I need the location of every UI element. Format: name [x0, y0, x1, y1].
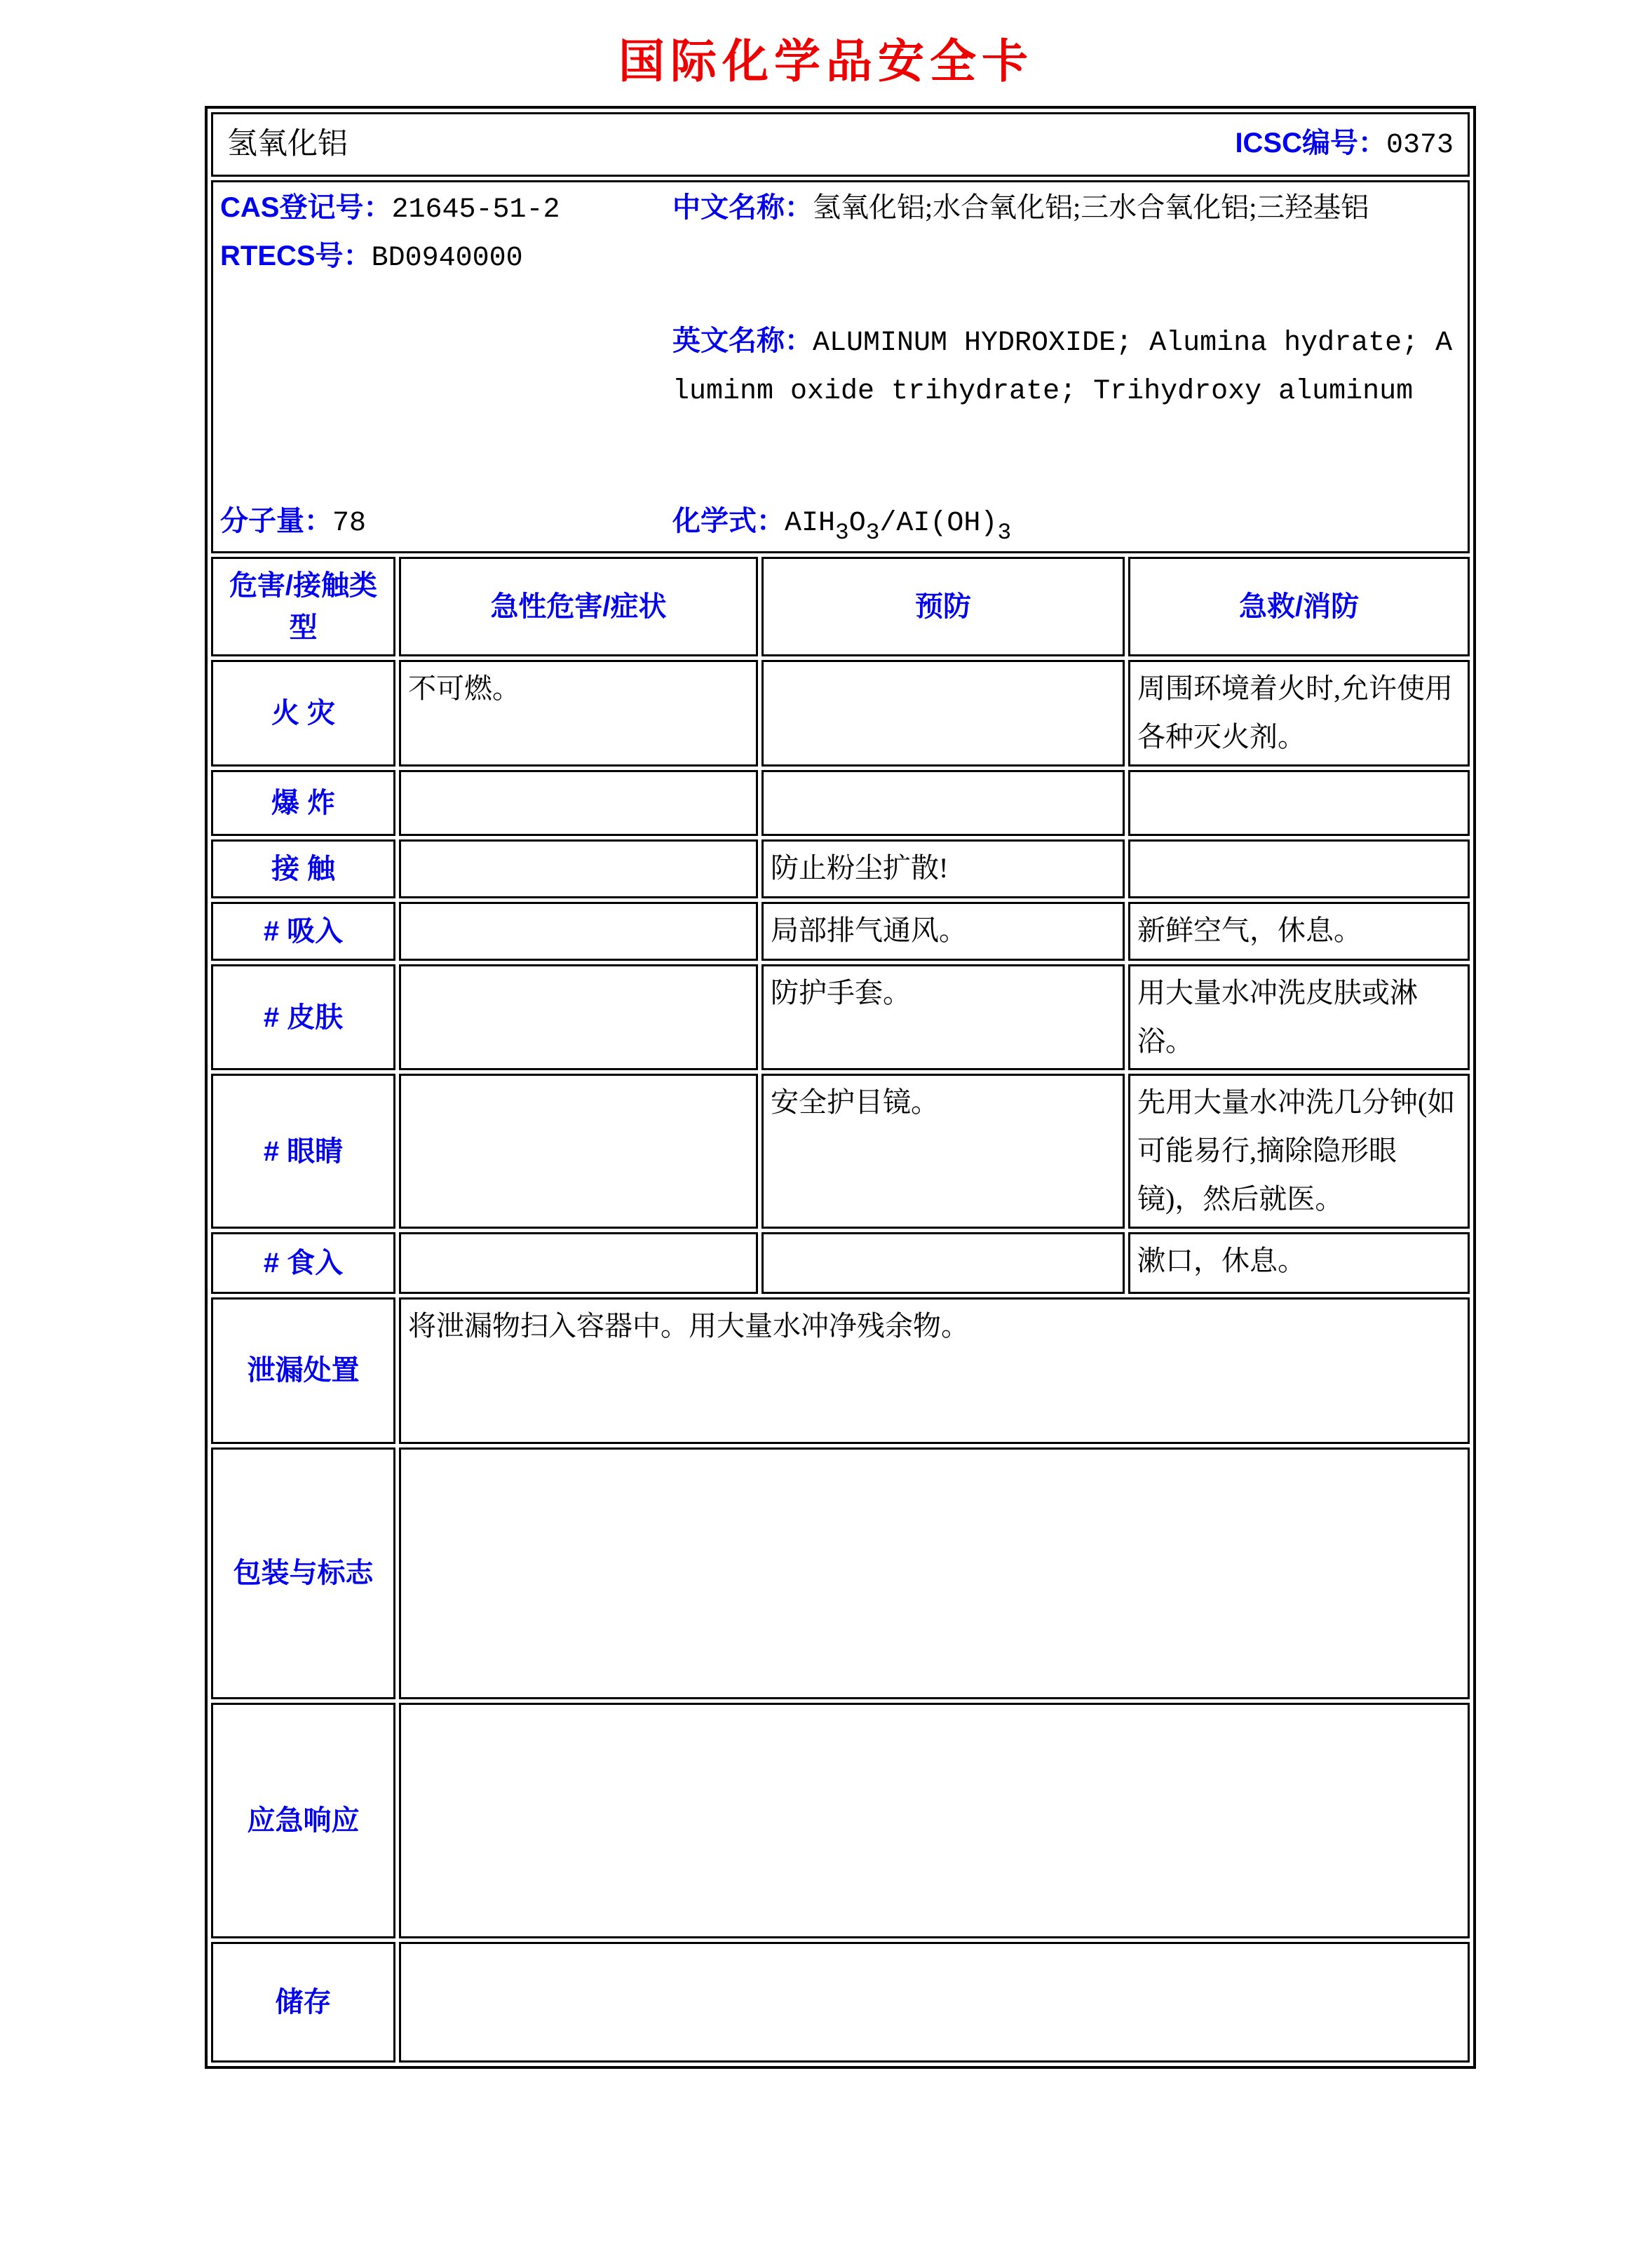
section-content: [399, 1703, 1470, 1938]
symptoms-cell: [399, 770, 758, 836]
safety-card-table: [205, 106, 1476, 2069]
cas-number-line: [220, 185, 672, 234]
section-row-emergency-response: [211, 1703, 1470, 1938]
section-label: 包装与标志: [211, 1447, 395, 1699]
formula-subscript: 3: [997, 520, 1012, 546]
hazard-row-fire: [211, 660, 1470, 767]
section-content: [399, 1942, 1470, 2063]
column-header-hazard-type: 危害/接触类型: [211, 557, 395, 656]
chemical-formula-line: [672, 497, 1461, 548]
hazard-type-cell: 接 触: [211, 839, 395, 898]
section-label: 储存: [211, 1942, 395, 2063]
first-aid-cell: [1128, 770, 1470, 836]
page: [0, 24, 1652, 2069]
first-aid-cell: 先用大量水冲洗几分钟(如可能易行,摘除隐形眼镜)，然后就医。: [1128, 1074, 1470, 1228]
hazard-type-cell: 爆 炸: [211, 770, 395, 836]
first-aid-cell: 漱口，休息。: [1128, 1232, 1470, 1294]
section-row-spill-disposal: [211, 1297, 1470, 1444]
first-aid-cell: 新鲜空气，休息。: [1128, 902, 1470, 961]
identifiers-cell: [211, 180, 1470, 553]
chinese-name-label: 中文名称：: [672, 192, 813, 223]
section-label: 应急响应: [211, 1703, 395, 1938]
hazard-row-ingestion: [211, 1232, 1470, 1294]
chemical-formula: [785, 508, 1012, 546]
chinese-name-block: [672, 185, 1461, 318]
cas-value: 21645-51-2: [391, 194, 560, 226]
hazard-row-explosion: [211, 770, 1470, 836]
hazard-type-cell: # 眼睛: [211, 1074, 395, 1228]
section-content: 将泄漏物扫入容器中。用大量水冲净残余物。: [399, 1297, 1470, 1444]
symptoms-cell: [399, 902, 758, 961]
hazard-type-cell: # 皮肤: [211, 964, 395, 1071]
hazard-type-cell: 火 灾: [211, 660, 395, 767]
substance-name: 氢氧化铝: [227, 128, 348, 161]
prevention-cell: 防止粉尘扩散!: [761, 839, 1125, 898]
english-name-label: 英文名称：: [672, 325, 813, 356]
molecular-weight-value: 78: [332, 508, 367, 539]
rtecs-label: RTECS号：: [220, 240, 372, 271]
section-row-storage: [211, 1942, 1470, 2063]
page-title: 国际化学品安全卡: [618, 34, 1034, 88]
symptoms-cell: [399, 1232, 758, 1294]
hazard-type-cell: # 吸入: [211, 902, 395, 961]
symptoms-cell: 不可燃。: [399, 660, 758, 767]
icsc-number-group: [1235, 119, 1454, 170]
molecular-weight-line: [220, 497, 672, 548]
column-header-row: [211, 557, 1470, 656]
substance-header-content: [220, 119, 1461, 170]
hazard-type-cell: # 食入: [211, 1232, 395, 1294]
formula-part: O: [848, 508, 866, 539]
prevention-cell: [761, 770, 1125, 836]
hazard-row-inhalation: [211, 902, 1470, 961]
symptoms-cell: [399, 1074, 758, 1228]
rtecs-number-line: [220, 234, 672, 282]
substance-header-row: [211, 112, 1470, 177]
column-header-prevention: 预防: [761, 557, 1125, 656]
identifiers-row: [211, 180, 1470, 553]
rtecs-value: BD0940000: [371, 242, 523, 274]
section-label: 泄漏处置: [211, 1297, 395, 1444]
icsc-label: ICSC编号：: [1235, 127, 1387, 158]
molecular-weight-label: 分子量：: [220, 506, 332, 536]
first-aid-cell: [1128, 839, 1470, 898]
section-content: [399, 1447, 1470, 1699]
registry-numbers: [220, 185, 672, 318]
hazard-row-skin: [211, 964, 1470, 1071]
icsc-number: 0373: [1386, 129, 1454, 161]
prevention-cell: 局部排气通风。: [761, 902, 1125, 961]
chemical-formula-label: 化学式：: [672, 506, 785, 536]
section-row-packaging-labeling: [211, 1447, 1470, 1699]
english-name-value: ALUMINUM HYDROXIDE; Alumina hydrate; Aluminm oxide trihydrate; Trihydroxy aluminum: [672, 328, 1453, 407]
formula-subscript: 3: [835, 520, 849, 546]
prevention-cell: [761, 1232, 1125, 1294]
column-header-first-aid: 急救/消防: [1128, 557, 1470, 656]
english-name-block: [672, 318, 1461, 497]
hazard-row-eyes: [211, 1074, 1470, 1228]
prevention-cell: 安全护目镜。: [761, 1074, 1125, 1228]
prevention-cell: [761, 660, 1125, 767]
symptoms-cell: [399, 839, 758, 898]
first-aid-cell: 周围环境着火时,允许使用各种灭火剂。: [1128, 660, 1470, 767]
substance-header-cell: [211, 112, 1470, 177]
identifiers-grid: [220, 185, 1461, 548]
formula-part: AIH: [785, 508, 836, 539]
cas-label: CAS登记号：: [220, 192, 392, 223]
hazard-row-contact: [211, 839, 1470, 898]
prevention-cell: 防护手套。: [761, 964, 1125, 1071]
chinese-name-value: 氢氧化铝;水合氧化铝;三水合氧化铝;三羟基铝: [813, 191, 1369, 223]
column-header-symptoms: 急性危害/症状: [399, 557, 758, 656]
formula-subscript: 3: [865, 520, 880, 546]
formula-part: /AI(OH): [879, 508, 998, 539]
symptoms-cell: [399, 964, 758, 1071]
first-aid-cell: 用大量水冲洗皮肤或淋浴。: [1128, 964, 1470, 1071]
